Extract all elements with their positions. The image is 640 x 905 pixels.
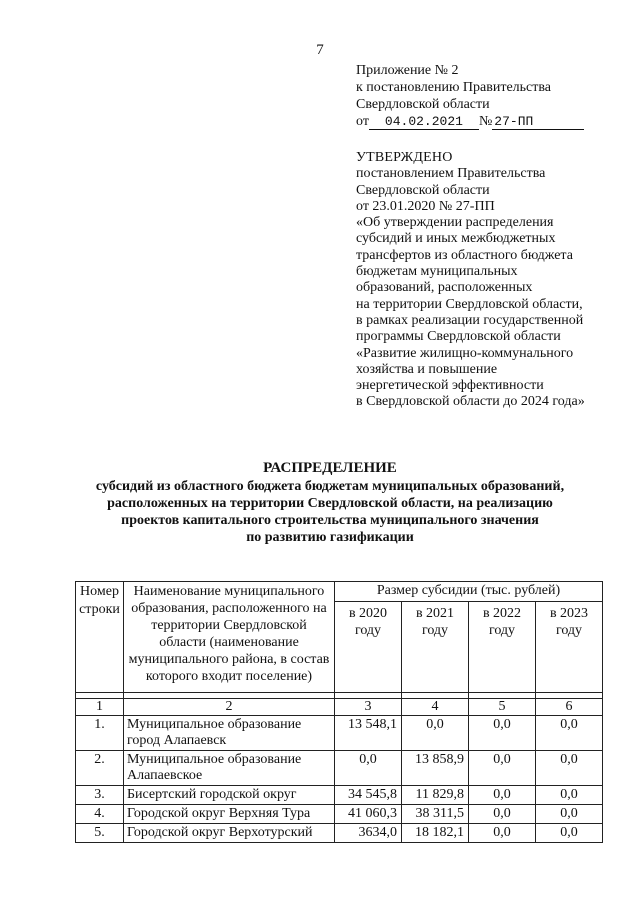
header-year-2022: в 2022 году (469, 602, 536, 693)
approval-heading: УТВЕРЖДЕНО (356, 150, 453, 165)
table-row (76, 716, 603, 751)
index-cell: 1 (76, 699, 124, 716)
row-value-2020: 34 545,8 (335, 786, 402, 805)
header-row-number: Номер строки (76, 582, 124, 693)
row-value-2023: 0,0 (536, 751, 603, 786)
subsidy-table (75, 581, 603, 843)
row-number: 5. (76, 824, 124, 843)
row-number: 1. (76, 716, 124, 751)
row-value-2023: 0,0 (536, 824, 603, 843)
row-value-2020: 41 060,3 (335, 805, 402, 824)
approval-line: «Об утверждении распределения (356, 215, 554, 231)
row-value-2020: 3634,0 (335, 824, 402, 843)
appendix-header (356, 62, 626, 130)
row-name: Бисертский городской округ (124, 786, 335, 805)
row-name: Муниципальное образование город Алапаевск (124, 716, 335, 751)
index-cell: 4 (402, 699, 469, 716)
number-field: 27-ПП (492, 115, 584, 130)
row-value-2021: 13 858,9 (402, 751, 469, 786)
table-row (76, 805, 603, 824)
header-name: Наименование муниципального образования, расположенного на территории Свердловской области (наименование муниципального района, в состав которого входит поселение) (124, 582, 335, 693)
approval-line: хозяйства и повышение (356, 361, 498, 377)
header-amount: Размер субсидии (тыс. рублей) (335, 582, 603, 602)
row-value-2023: 0,0 (536, 716, 603, 751)
row-value-2020: 13 548,1 (335, 716, 402, 751)
approval-line: на территории Свердловской области, (356, 296, 583, 312)
row-number: 3. (76, 786, 124, 805)
document-title (60, 460, 600, 546)
row-number: 4. (76, 805, 124, 824)
approval-line: субсидий и иных межбюджетных (356, 231, 556, 247)
approval-line: бюджетам муниципальных (356, 264, 518, 280)
index-cell: 2 (124, 699, 335, 716)
approval-line: в Свердловской области до 2024 года» (356, 394, 585, 410)
title-line: по развитию газификации (246, 530, 414, 545)
approval-line: Свердловской области (356, 182, 490, 198)
appendix-title: Приложение № 2 (356, 63, 459, 78)
approval-line: постановлением Правительства (356, 166, 546, 182)
date-prefix: от (356, 114, 369, 129)
appendix-date-line (356, 113, 626, 130)
index-cell: 3 (335, 699, 402, 716)
title-line: проектов капитального строительства муниципального значения (121, 513, 539, 528)
appendix-line: к постановлению Правительства (356, 80, 552, 95)
table-row (76, 824, 603, 843)
row-value-2023: 0,0 (536, 805, 603, 824)
approval-line: трансфертов из областного бюджета (356, 247, 573, 263)
row-value-2021: 11 829,8 (402, 786, 469, 805)
row-name: Городской округ Верхотурский (124, 824, 335, 843)
row-value-2022: 0,0 (469, 786, 536, 805)
approval-line: «Развитие жилищно-коммунального (356, 345, 574, 361)
row-value-2022: 0,0 (469, 716, 536, 751)
number-prefix: № (478, 114, 493, 129)
row-value-2021: 18 182,1 (402, 824, 469, 843)
row-value-2022: 0,0 (469, 805, 536, 824)
row-value-2020: 0,0 (335, 751, 402, 786)
row-name: Муниципальное образование Алапаевское (124, 751, 335, 786)
row-name: Городской округ Верхняя Тура (124, 805, 335, 824)
approval-line: от 23.01.2020 № 27-ПП (356, 198, 495, 214)
row-value-2022: 0,0 (469, 751, 536, 786)
appendix-line: Свердловской области (356, 97, 490, 112)
header-year-2020: в 2020 году (335, 602, 402, 693)
index-cell: 5 (469, 699, 536, 716)
date-field: 04.02.2021 (369, 115, 479, 130)
page-number: 7 (316, 42, 324, 58)
table-header-row (76, 582, 603, 602)
approval-line: в рамках реализации государственной (356, 312, 584, 328)
row-number: 2. (76, 751, 124, 786)
row-value-2023: 0,0 (536, 786, 603, 805)
table-index-row (76, 699, 603, 716)
approval-line: энергетической эффективности (356, 378, 544, 394)
header-year-2023: в 2023 году (536, 602, 603, 693)
header-year-2021: в 2021 году (402, 602, 469, 693)
index-cell: 6 (536, 699, 603, 716)
table-row (76, 751, 603, 786)
table-row (76, 786, 603, 805)
row-value-2022: 0,0 (469, 824, 536, 843)
row-value-2021: 0,0 (402, 716, 469, 751)
approval-line: программы Свердловской области (356, 329, 561, 345)
title-line: субсидий из областного бюджета бюджетам муниципальных образований, (95, 479, 565, 494)
approval-block (356, 150, 626, 411)
title-main: РАСПРЕДЕЛЕНИЕ (263, 460, 397, 476)
approval-line: образований, расположенных (356, 280, 533, 296)
row-value-2021: 38 311,5 (402, 805, 469, 824)
title-line: расположенных на территории Свердловской области, на реализацию (107, 496, 553, 511)
